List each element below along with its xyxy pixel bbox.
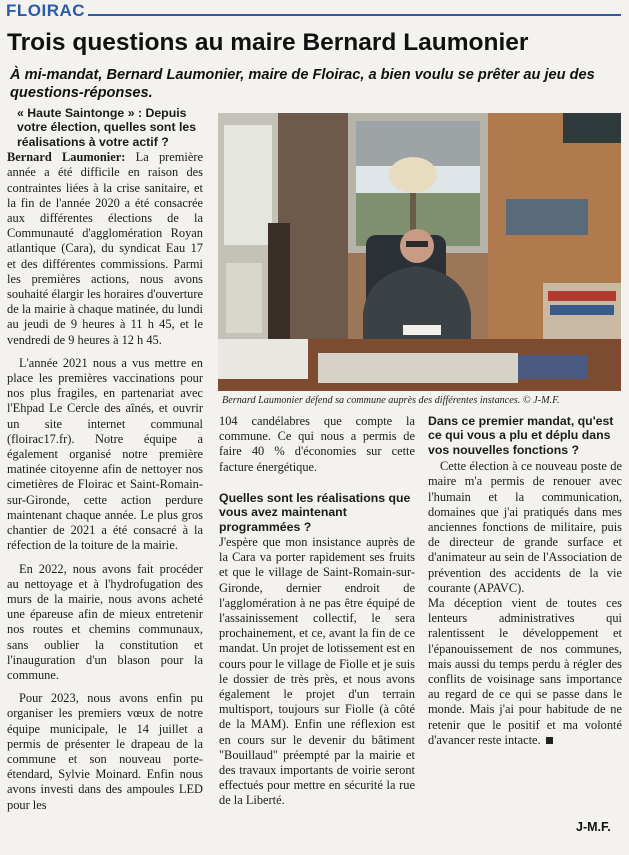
answer-1-paragraph-5: 104 candélabres que compte la commune. Ce qui nous a permis de faire 40 % d'économies sur cette facture énergétique. [219,414,415,474]
answer-1-paragraph-3: En 2022, nous avons fait procéder au nettoyage et à l'hydrofugation des murs de la mairie, nous avons acheté une épareuse afin de mieux entretenir nos routes et chemins communaux, sans oublier la constitution et l'inauguration d'un blason pour la commune. [7,561,203,682]
question-2: Quelles sont les réalisations que vous avez maintenant programmées ? [219,490,411,534]
mayor-photo [218,113,621,391]
answer-2: J'espère que mon insistance auprès de la Cara va porter rapidement ses fruits et que le village de Saint-Romain-sur-Gironde, dernier endroit de l'agglomération à ne pas être équipé de l'assainissement collectif, le sera prochainement, et ce, avant la fin de ce mandat. Un projet de lotissement est en cours pour le village de Fiolle et je suis le dossier de très près, et nous avons également le projet d'un terrain multisport, toujours sur Fiolle (à côté de la MAM). Enfin une réflexion est en cours sur le devenir du bâtiment "Bouillaud" préempté par la mairie et des travaux importants de voirie seront effectués pour mettre en sécurité la rue de la Liberté. [219,535,415,808]
photo-caption: Bernard Laumonier défend sa commune auprès des différentes instances. © J-M.F. [222,395,560,406]
answer-3-paragraph-1: Cette élection à ce nouveau poste de maire m'a permis de renouer avec l'humain et la communication, domaines que j'ai pratiqués dans mes anciennes fonctions de militaire, puis de directeur de grande surface et d'animateur au sein de l'Association de prévention des accidents de la vie courante (APAVC). [428,459,622,595]
column-3 [428,414,622,748]
answer-3-paragraph-2 [428,596,622,748]
article-standfirst: À mi-mandat, Bernard Laumonier, maire de Floirac, a bien voulu se prêter au jeu des questions-réponses. [10,67,595,101]
column-1 [7,106,203,813]
speaker-name: Bernard Laumonier: [7,150,126,165]
question-3: Dans ce premier mandat, qu'est ce qui vous a plu et déplu dans vos nouvelles fonctions ? [428,414,614,457]
answer-1-text-1: La première année a été difficile en raison des contraintes liées à la crise sanitaire, et la fin de l'année 2020 a été consacrée aux différentes élections de la Communauté d'agglomération Royan atlantique (Cara), du syndicat Eau 17 et des différentes commissions. Parmi les premières actions, nous avons souhaité élargir les horaires d'ouverture de la mairie à chaque matinée, du lundi au jeudi de 9 heures à 11 h 45, et le vendredi de 9 heures à 12 h 45. [7,150,203,347]
question-1-lead: « Haute Saintonge » : Depuis [17,106,187,120]
author-signature: J-M.F. [576,820,611,834]
column-2 [219,414,415,809]
answer-3-text-2: Ma déception vient de toutes ces lenteurs administratives qui ralentissent le développement et l'épanouissement de nos communes, mais aussi du temps perdu à régler des conflits de voisinage sans importance au regard de ce qui se passe dans le monde. Mais j'ai pour habitude de ne retenir que le positif et ma volonté d'avancer reste intacte. [428,596,622,747]
section-label: FLOIRAC [6,1,86,20]
article-title: Trois questions au maire Bernard Laumonier [7,29,529,56]
answer-1-paragraph-1 [7,150,203,348]
question-1: votre élection, quelles sont les réalisations à votre actif ? [17,120,197,149]
section-rule [88,14,621,16]
answer-1-paragraph-2: L'année 2021 nous a vus mettre en place les premières vaccinations pour nos plus fragiles, en partenariat avec l'Ehpad Le Cercle des aînés, et ouvrir un site internet communal (floirac17.fr). Notre équipe a également organisé notre première matinée citoyenne afin de nettoyer nos cimetières de Floirac et Saint-Romain-sur-Gironde, cette action perdure maintenant chaque année. Le plus gros chantier de 2021 a été consacré à la réfection de la toiture de la mairie. [7,355,203,553]
end-mark-icon [546,737,553,744]
answer-1-paragraph-4: Pour 2023, nous avons enfin pu organiser les premiers vœux de notre équipe municipale, le 14 juillet a permis de présenter le drapeau de la commune et son nouveau porte-étendard, Sylvie Moinard. Enfin nous avons investi dans des ampoules LED pour les [7,691,203,812]
mayor-office-illustration [218,113,621,391]
